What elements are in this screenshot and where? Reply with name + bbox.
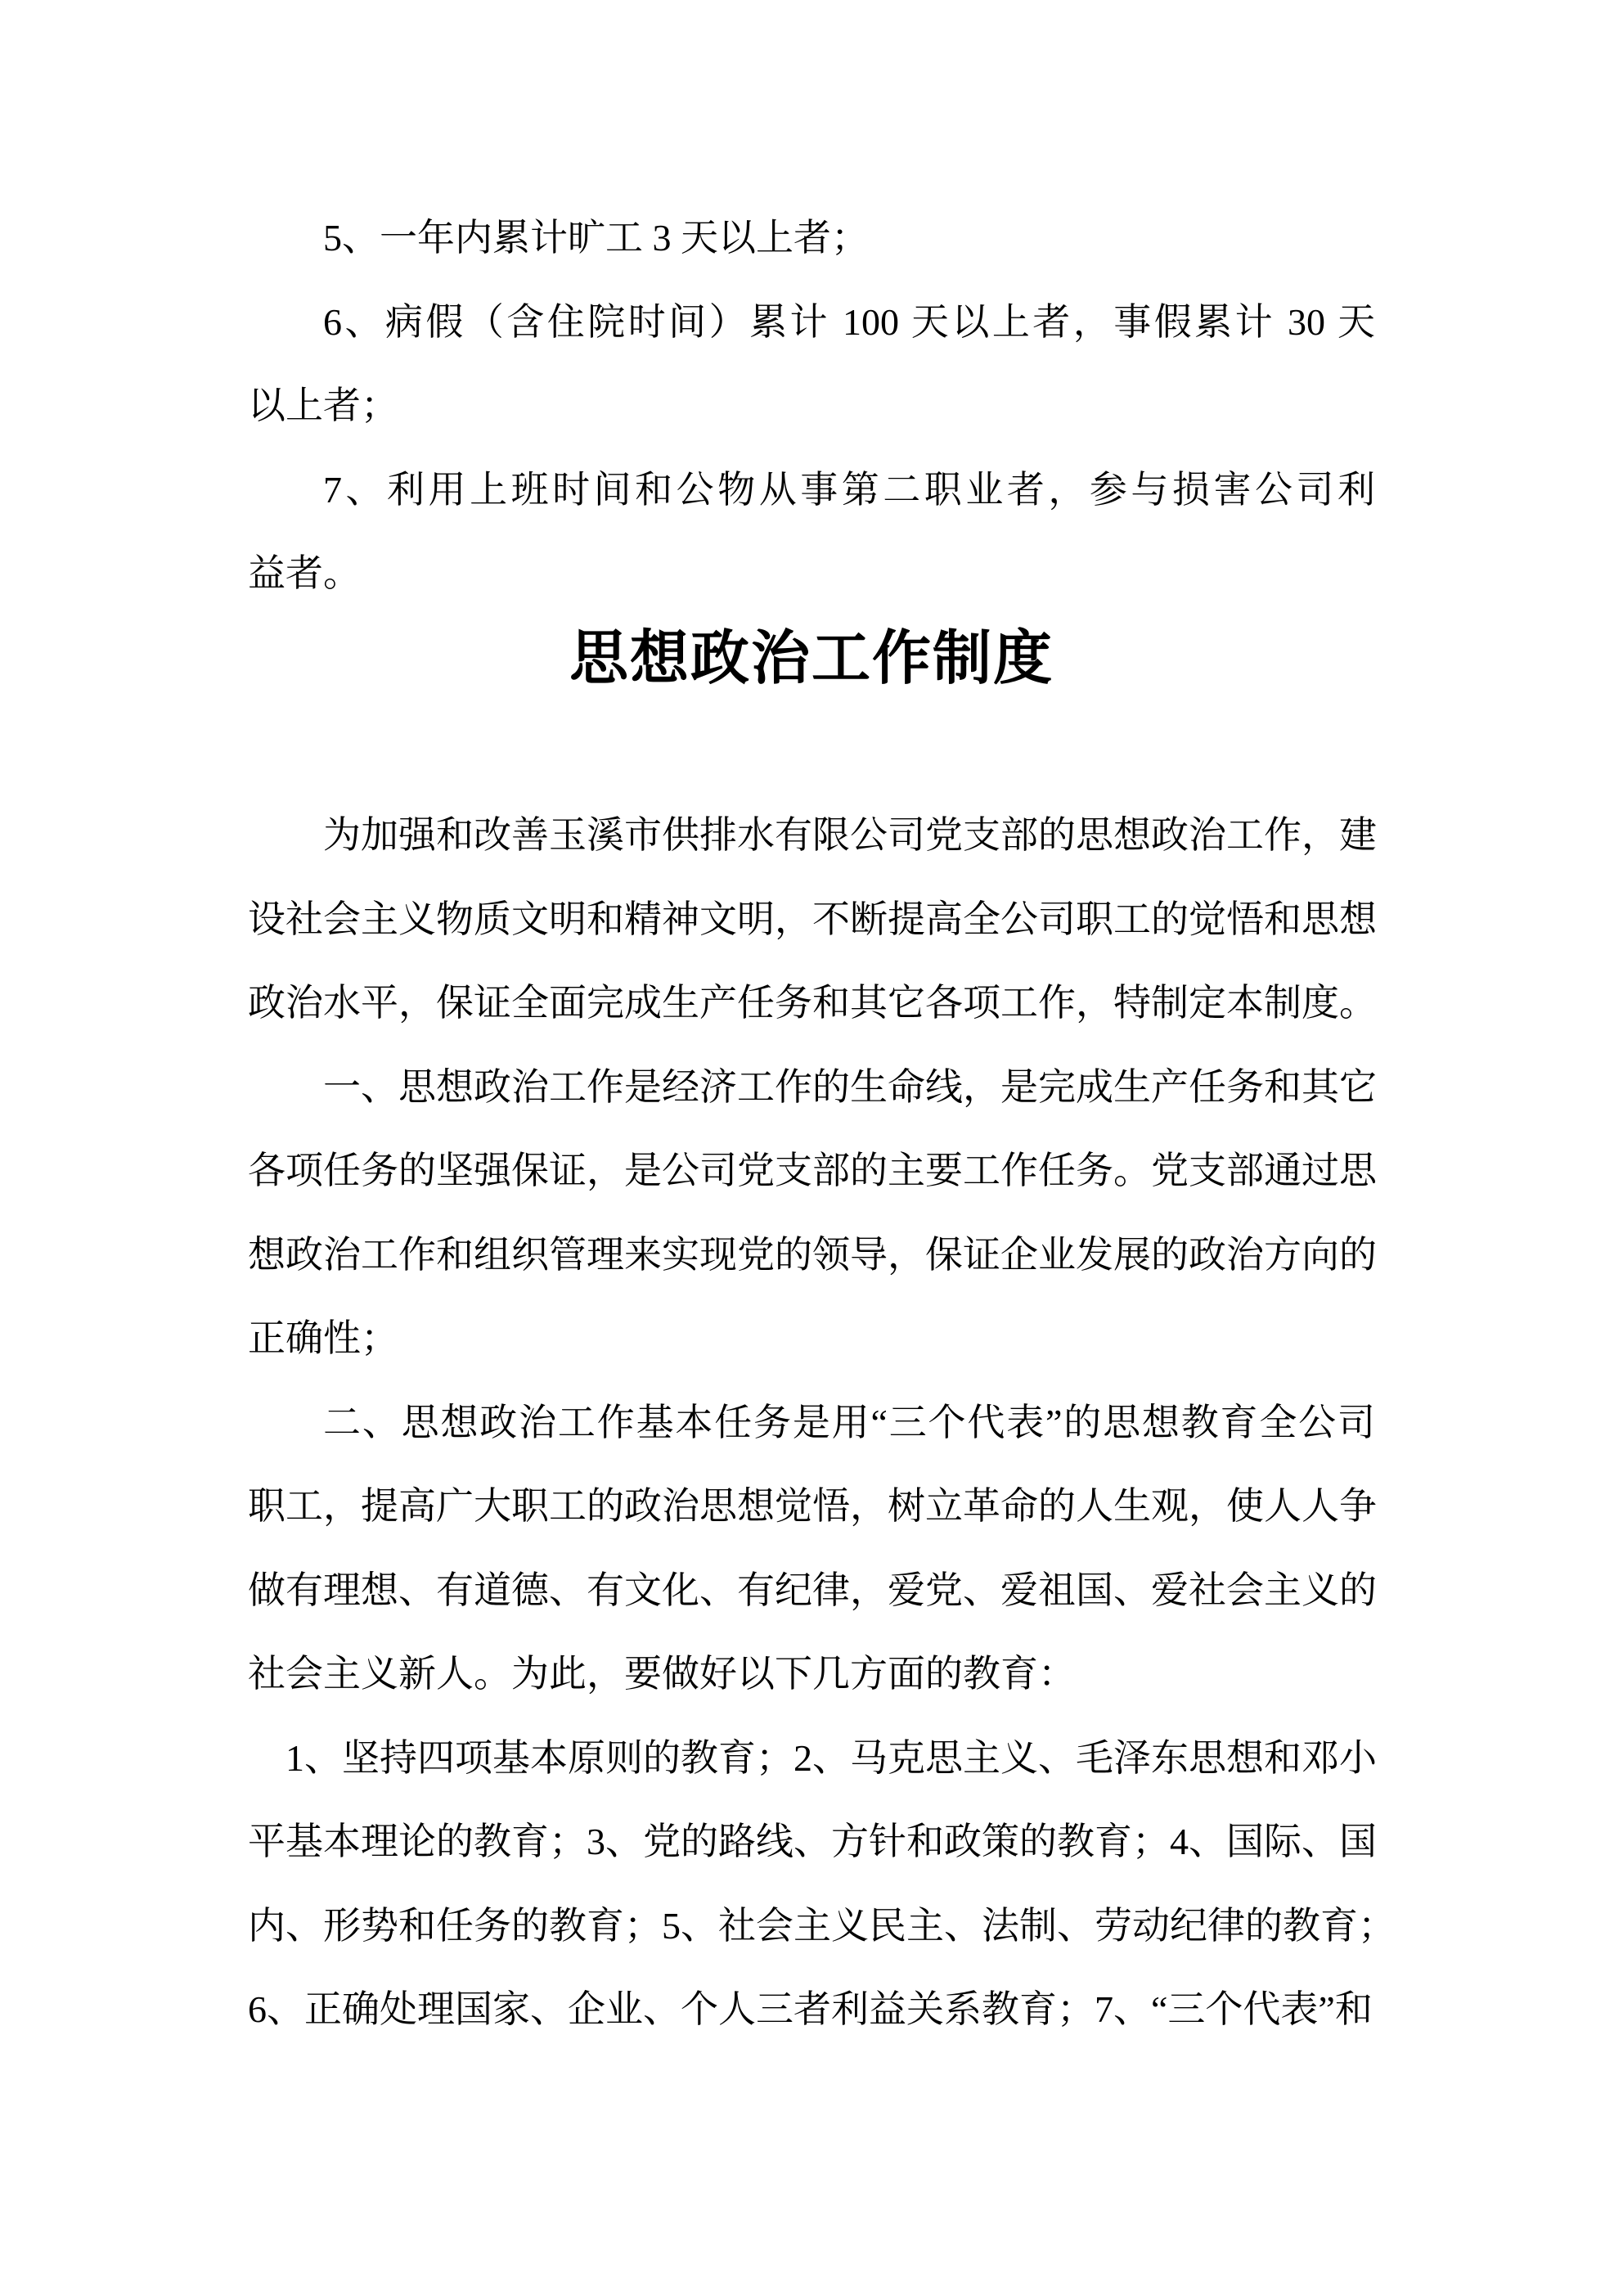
- text-line: 为加强和改善玉溪市供排水有限公司党支部的思想政治工作，建: [323, 814, 1377, 856]
- text-line: 5、一年内累计旷工 3 天以上者；: [323, 217, 869, 259]
- text-line: 平基本理论的教育；3、党的路线、方针和政策的教育；4、国际、国: [248, 1821, 1377, 1862]
- document-title: 思想政治工作制度: [569, 626, 1054, 691]
- text-line: 想政治工作和组织管理来实现党的领导，保证企业发展的政治方向的: [248, 1233, 1377, 1276]
- intro-paragraphs: [248, 196, 1375, 616]
- text-line: 各项任务的坚强保证，是公司党支部的主要工作任务。党支部通过思: [248, 1150, 1377, 1191]
- text-line: 社会主义新人。为此，要做好以下几方面的教育：: [248, 1653, 1076, 1695]
- text-line: 正确性；: [248, 1317, 398, 1359]
- body-paragraphs: [248, 794, 1396, 2052]
- text-line: 内、形势和任务的教育；5、社会主义民主、法制、劳动纪律的教育；: [248, 1904, 1396, 1947]
- text-line: 一、思想政治工作是经济工作的生命线，是完成生产任务和其它: [323, 1065, 1377, 1108]
- text-line: 益者。: [248, 552, 361, 594]
- text-line: 政治水平，保证全面完成生产任务和其它各项工作，特制定本制度。: [248, 982, 1377, 1024]
- text-line: 6、正确处理国家、企业、个人三者利益关系教育；7、“三个代表”和: [248, 1988, 1373, 2030]
- text-line: 职工，提高广大职工的政治思想觉悟，树立革命的人生观，使人人争: [248, 1485, 1377, 1527]
- text-line: 设社会主义物质文明和精神文明，不断提高全公司职工的觉悟和思想: [248, 898, 1377, 940]
- text-line: 1、坚持四项基本原则的教育；2、马克思主义、毛泽东思想和邓小: [285, 1736, 1377, 1779]
- text-line: 6、病假（含住院时间）累计 100 天以上者，事假累计 30 天: [323, 300, 1375, 343]
- text-line: 以上者；: [248, 385, 398, 426]
- text-line: 做有理想、有道德、有文化、有纪律，爱党、爱祖国、爱社会主义的: [248, 1569, 1377, 1611]
- text-line: 7、利用上班时间和公物从事第二职业者，参与损害公司利: [323, 468, 1375, 511]
- text-line: 二、思想政治工作基本任务是用“三个代表”的思想教育全公司: [323, 1401, 1375, 1443]
